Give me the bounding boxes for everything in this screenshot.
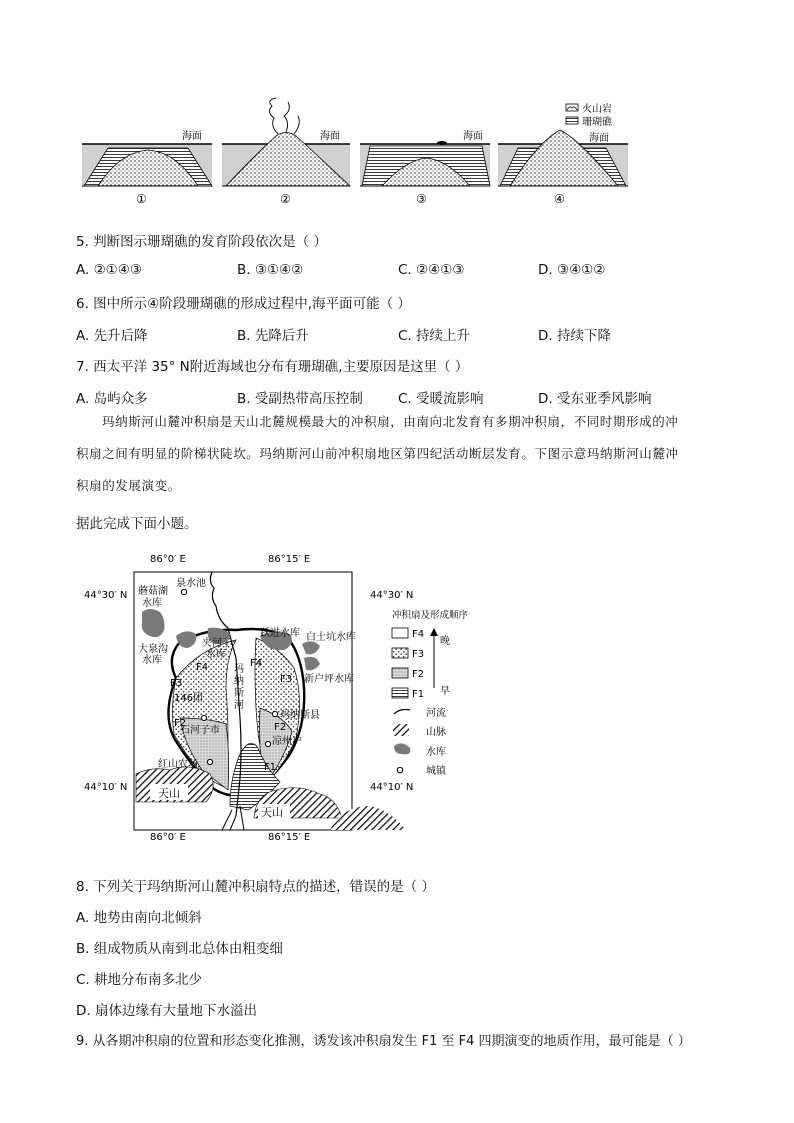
legend-mountain: 山脉: [426, 727, 446, 738]
question-8-stem: 8. 下列关于玛纳斯河山麓冲积扇特点的描述，错误的是（ ）: [76, 879, 435, 895]
figure1-legend: [566, 102, 613, 128]
legend-title: 冲积扇及形成顺序: [392, 610, 469, 621]
q8-option-a[interactable]: A. 地势由南向北倾斜: [76, 910, 202, 926]
river-label-4: 河: [234, 700, 244, 711]
tianshan-right-label: 天山: [261, 806, 283, 819]
q8-option-b[interactable]: B. 组成物质从南到北总体由粗变细: [76, 941, 283, 957]
passage-instruction: 据此完成下面小题。: [76, 516, 198, 532]
q8-option-c[interactable]: C. 耕地分布南多北少: [76, 972, 203, 988]
dadaquangou-label-2: 水库: [142, 655, 162, 666]
stage-panel-2: [222, 98, 350, 206]
question-6-stem: 6. 图中所示④阶段珊瑚礁的形成过程中,海平面可能（ ）: [76, 296, 411, 312]
yuejin-label: 跃进水库: [260, 628, 300, 639]
river-label-3: 斯: [234, 688, 244, 699]
passage-line-1: 玛纳斯河山麓冲积扇是天山北麓规模最大的冲积扇，由南向北发育有多期冲积扇，不同时期形成的冲: [102, 414, 679, 429]
lat-right-44-30: 44°30′ N: [370, 590, 414, 601]
fan-label-f2-right: F2: [274, 722, 287, 733]
sea-label-4: 海面: [589, 133, 609, 144]
lon-bottom-86-15: 86°15′ E: [268, 832, 311, 843]
quanshuichi-town-marker: [181, 589, 186, 594]
moguhu-label-2: 水库: [142, 598, 162, 609]
lat-right-44-10: 44°10′ N: [370, 782, 414, 793]
q6-option-a[interactable]: A. 先升后降: [76, 328, 148, 344]
q7-option-d[interactable]: D. 受东亚季风影响: [538, 391, 652, 407]
lon-top-86-0: 86°0′ E: [150, 554, 186, 565]
liangzhouhu-town-marker: [265, 741, 270, 746]
fan-label-f4-left: F4: [196, 662, 209, 673]
panel-number-1: ①: [136, 192, 147, 206]
lon-top-86-15: 86°15′ E: [268, 554, 311, 565]
question-9-stem: 9. 从各期冲积扇的位置和形态变化推测，诱发该冲积扇发生 F1 至 F4 四期演变的地质作用，最可能是（ ）: [76, 1034, 691, 1049]
quanshuichi-label: 泉水池: [176, 578, 206, 589]
q7-option-a[interactable]: A. 岛屿众多: [76, 391, 148, 407]
passage-line-3: 积扇的发展演变。: [76, 478, 181, 493]
q6-option-c[interactable]: C. 持续上升: [398, 328, 471, 344]
legend-river: 河流: [426, 708, 446, 719]
stage-panel-4: [498, 130, 628, 206]
passage-line-2: 积扇之间有明显的阶梯状陡坎。玛纳斯河山前冲积扇地区第四纪活动断层发育。下图示意玛纳斯河山麓冲: [76, 446, 679, 461]
fan-label-f3-left: F3: [170, 678, 183, 689]
river-label-2: 纳: [234, 676, 244, 687]
jiahezi-label-1: 夹河子: [202, 638, 232, 649]
shihezi-town-marker: [201, 715, 206, 720]
legend-late: 晚: [440, 636, 450, 647]
legend-volcanic-rock: 火山岩: [582, 104, 612, 115]
lat-left-44-30: 44°30′ N: [84, 590, 128, 601]
manasixian-town-marker: [272, 711, 277, 716]
sea-label-3: 海面: [463, 131, 483, 142]
legend-f1: F1: [412, 689, 425, 700]
manas-alluvial-fan-map: [80, 548, 500, 844]
legend-reservoir: 水库: [426, 747, 446, 758]
liangzhouhu-label: 凉州户: [272, 736, 302, 747]
legend-f4: F4: [412, 629, 425, 640]
lat-left-44-10: 44°10′ N: [84, 782, 128, 793]
q7-option-c[interactable]: C. 受暖流影响: [398, 391, 484, 407]
legend-town: 城镇: [426, 766, 446, 777]
q7-option-b[interactable]: B. 受副热带高压控制: [237, 391, 363, 407]
fan-label-f3-right: F3: [280, 674, 293, 685]
coral-reef-stages-figure: [70, 96, 640, 211]
legend-f2: F2: [412, 669, 425, 680]
hongshan-label: 红山农场: [158, 759, 198, 770]
xinhuping-label: 新户坪水库: [304, 674, 354, 685]
stage-panel-3: [360, 129, 490, 206]
panel-number-2: ②: [280, 192, 291, 206]
river-label-1: 玛: [234, 664, 244, 675]
panel-number-4: ④: [554, 192, 565, 206]
manasixian-label: 玛纳斯县: [280, 710, 320, 721]
jiahezi-label-2: 水库: [206, 649, 226, 660]
panel-number-3: ③: [416, 192, 427, 206]
stage-panel-1: [82, 129, 212, 206]
tianshan-left-label: 天山: [158, 787, 180, 800]
moguhu-label-1: 蘑菇湖: [138, 586, 168, 597]
lon-bottom-86-0: 86°0′ E: [150, 832, 186, 843]
q5-option-b[interactable]: B. ③①④②: [237, 262, 304, 278]
legend-early: 早: [440, 686, 450, 697]
hongshan-town-marker: [207, 759, 212, 764]
fan-label-f2-left: F2: [174, 718, 187, 729]
q8-option-d[interactable]: D. 扇体边缘有大量地下水溢出: [76, 1003, 257, 1019]
q5-option-d[interactable]: D. ③④①②: [538, 262, 606, 278]
fan-label-f1: F1: [264, 762, 277, 773]
sea-label-2: 海面: [320, 131, 340, 142]
dadaquangou-label-1: 大泉沟: [138, 644, 168, 655]
legend-coral-reef: 珊瑚礁: [582, 117, 612, 128]
shihezi-label: 石河子市: [180, 725, 220, 736]
tuan146-label: 146团: [174, 693, 204, 704]
baitukeng-label: 白土坑水库: [306, 632, 356, 643]
q6-option-b[interactable]: B. 先降后升: [237, 328, 309, 344]
q5-option-a[interactable]: A. ②①④③: [76, 262, 142, 278]
q6-option-d[interactable]: D. 持续下降: [538, 328, 611, 344]
fan-label-f4-right: F4: [250, 658, 263, 669]
question-7-stem: 7. 西太平洋 35° N附近海域也分布有珊瑚礁,主要原因是这里（ ）: [76, 359, 469, 375]
map-legend: [392, 609, 469, 777]
question-5-stem: 5. 判断图示珊瑚礁的发育阶段依次是（ ）: [76, 234, 327, 250]
q5-option-c[interactable]: C. ②④①③: [398, 262, 465, 278]
sea-label-1: 海面: [182, 131, 202, 142]
legend-f3: F3: [412, 649, 425, 660]
